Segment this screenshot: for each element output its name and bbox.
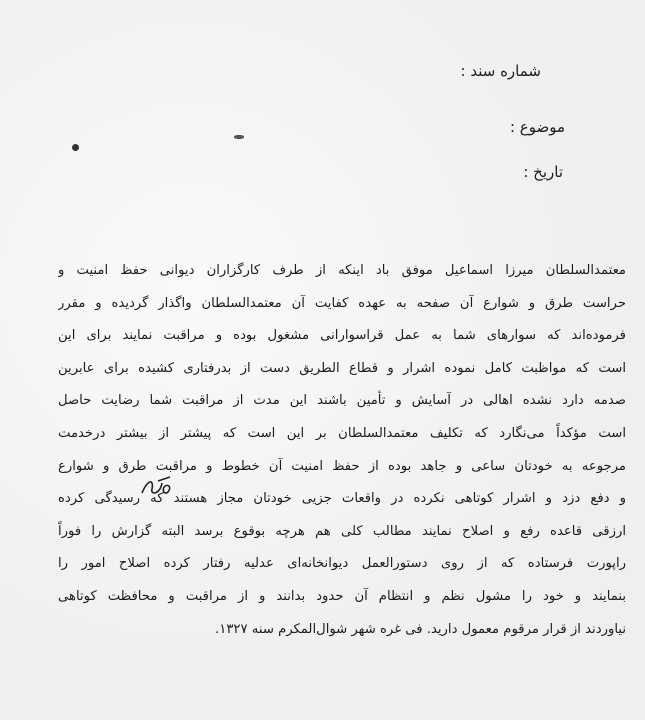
body-line-closing: نیاوردند از قرار مرقوم معمول دارید. فی غره شهر شوال‌المکرم سنه ۱۳۲۷. bbox=[215, 621, 626, 637]
body-line: راپورت فرستاده که از روی دستورالعمل دیوانخانه‌ای عدلیه رفتار کرده اصلاح امور را bbox=[58, 556, 626, 572]
body-line: و دفع دزد و اشرار کوتاهی نکرده در واقعات جزیی خودتان مجاز هستند که رسیدگی کرده bbox=[58, 491, 626, 507]
ink-spot bbox=[72, 144, 79, 151]
subject-label: موضوع : bbox=[509, 118, 565, 136]
body-line: ارزقی قاعده رفع و اصلاح نمایند مطالب کلی هم هرچه بوقوع برسد البته گزارش را فوراً bbox=[58, 523, 626, 539]
letter-body bbox=[58, 256, 626, 647]
body-line: است که مواظبت کامل نموده اشرار و قطاع الطریق دست از بدرفتاری کشیده برای عابرین bbox=[58, 360, 626, 376]
body-line: معتمدالسلطان میرزا اسماعیل موفق باد اینکه از طرف کارگزاران دیوانی حفظ امنیت و bbox=[58, 263, 626, 278]
handwritten-correction-mark bbox=[140, 475, 174, 497]
document-number-label: شماره سند : bbox=[460, 62, 541, 80]
body-line: بنمایند و خود را مشول نظم و انتظام آن حدود بدانند و از مراقبت و محافظت کوتاهی bbox=[58, 588, 626, 604]
body-line: فرموده‌اند که سوارهای شما به عمل قراسوارانی مشغول بوده و مراقبت نمایند برای این bbox=[58, 328, 626, 344]
body-line: مرجوعه به خودتان ساعی و جاهد بوده از حفظ امنیت آن خطوط و مراقبت طرق و شوارع bbox=[58, 458, 626, 474]
ink-smudge bbox=[234, 135, 244, 139]
body-line: حراست طرق و شوارع آن صفحه به عهده کفایت آن معتمدالسلطان واگذار گردیده و مقرر bbox=[58, 295, 626, 311]
body-line: صدمه دارد نشده اهالی در آسایش و تأمین باشند این مدت از مراقبت شما رضایت حاصل bbox=[58, 393, 626, 409]
date-label: تاریخ : bbox=[523, 163, 563, 181]
body-line: است مؤکداً می‌نگارد که تکلیف معتمدالسلطان بر این است که پیشتر از بیشتر درخدمت bbox=[58, 425, 626, 441]
